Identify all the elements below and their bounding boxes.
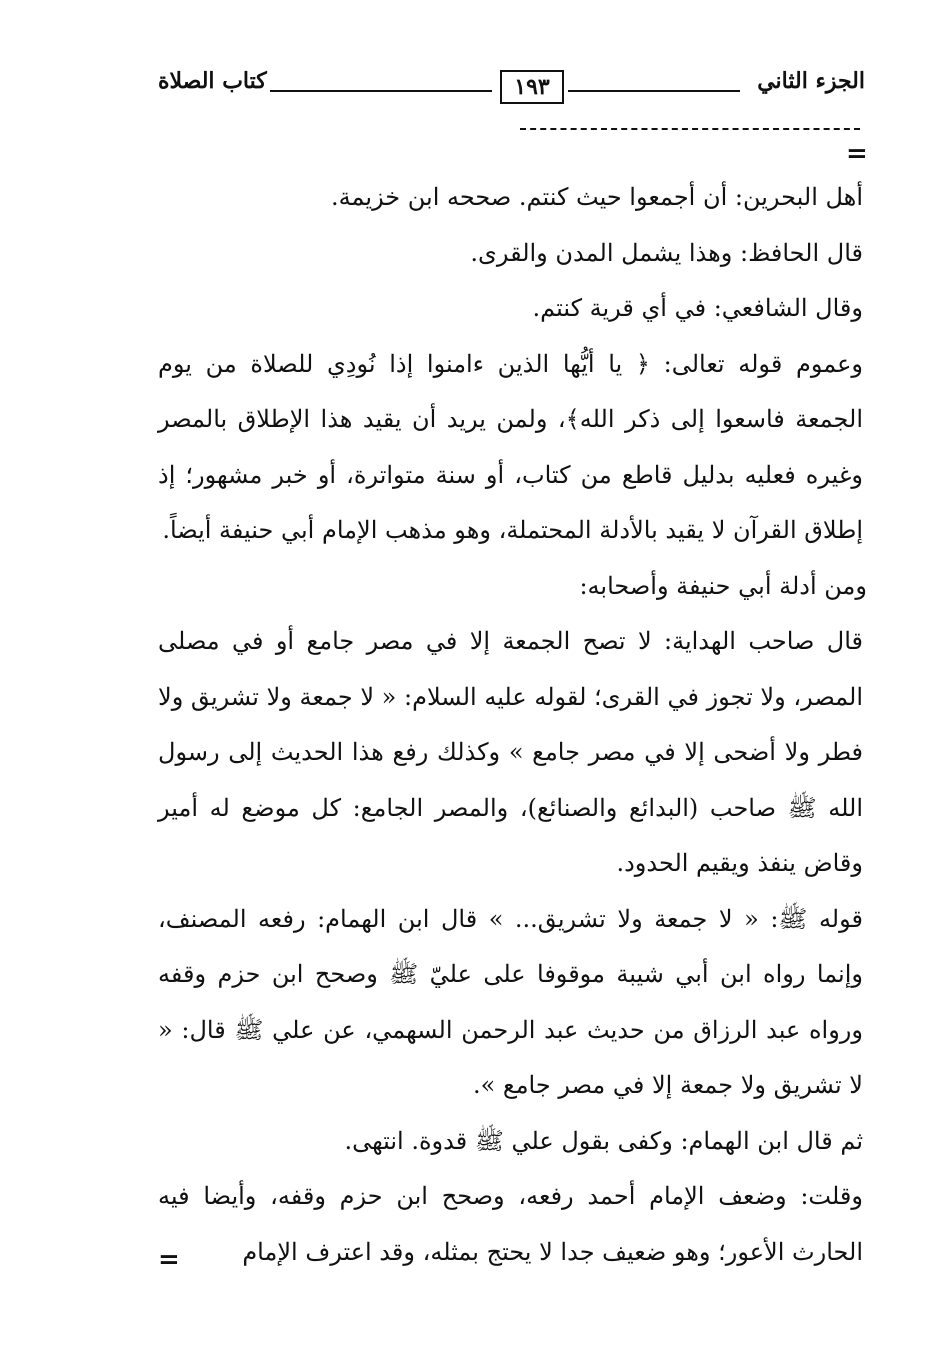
body-text bbox=[158, 170, 867, 1280]
paragraph: ثم قال ابن الهمام: وكفى بقول علي ﷺ قدوة. انتهى. bbox=[344, 1126, 863, 1155]
running-header bbox=[150, 62, 865, 122]
header-rule-right bbox=[568, 90, 740, 92]
paragraph: ومن أدلة أبي حنيفة وأصحابه: bbox=[579, 571, 867, 600]
paragraph: وقلت: وضعف الإمام أحمد رفعه، وصحح ابن حزم وقفه، وأيضا فيه الحارث الأعور؛ وهو ضعيف جدا لا يحتج بمثله، وقد اعترف الإمام bbox=[158, 1182, 863, 1266]
header-rule-left bbox=[270, 90, 492, 92]
part-title: الجزء الثاني bbox=[757, 68, 865, 94]
paragraph: أهل البحرين: أن أجمعوا حيث كنتم. صححه ابن خزيمة. bbox=[331, 183, 863, 211]
continuation-mark-top: = bbox=[846, 139, 868, 169]
dashed-divider bbox=[520, 128, 860, 130]
paragraph: قوله ﷺ: « لا جمعة ولا تشريق... » قال ابن الهمام: رفعه المصنف، وإنما رواه ابن أبي شيبة موقوفا على عليّ ﷺ وصحح ابن حزم وقفه ورواه عبد الرزاق من حديث عبد الرحمن السهمي، عن علي ﷺ قال: « لا تشريق ولا جمعة إلا في مصر جامع ». bbox=[158, 904, 863, 1099]
paragraph: قال صاحب الهداية: لا تصح الجمعة إلا في مصر جامع أو في مصلى المصر، ولا تجوز في القرى؛ لقوله عليه السلام: « لا جمعة ولا تشريق ولا فطر ولا أضحى إلا في مصر جامع » وكذلك رفع هذا الحديث إلى رسول الله ﷺ صاحب (البدائع والصنائع)، والمصر الجامع: كل موضع له أمير وقاض ينفذ ويقيم الحدود. bbox=[158, 627, 863, 877]
paragraph: وقال الشافعي: في أي قرية كنتم. bbox=[532, 294, 863, 322]
paragraph: قال الحافظ: وهذا يشمل المدن والقرى. bbox=[470, 238, 863, 267]
book-title: كتاب الصلاة bbox=[158, 68, 267, 94]
continuation-mark-bottom: = bbox=[158, 1245, 180, 1275]
paragraph: وعموم قوله تعالى: ﴿ يا أيُّها الذين ءامنوا إذا نُودِي للصلاة من يوم الجمعة فاسعوا إلى ذكر الله﴾، ولمن يريد أن يقيد هذا الإطلاق بالمصر وغيره فعليه بدليل قاطع من كتاب، أو سنة متواترة، أو خبر مشهور؛ إذ إطلاق القرآن لا يقيد بالأدلة المحتملة، وهو مذهب الإمام أبي حنيفة أيضاً. bbox=[158, 349, 863, 544]
page-number: ١٩٣ bbox=[500, 70, 564, 104]
